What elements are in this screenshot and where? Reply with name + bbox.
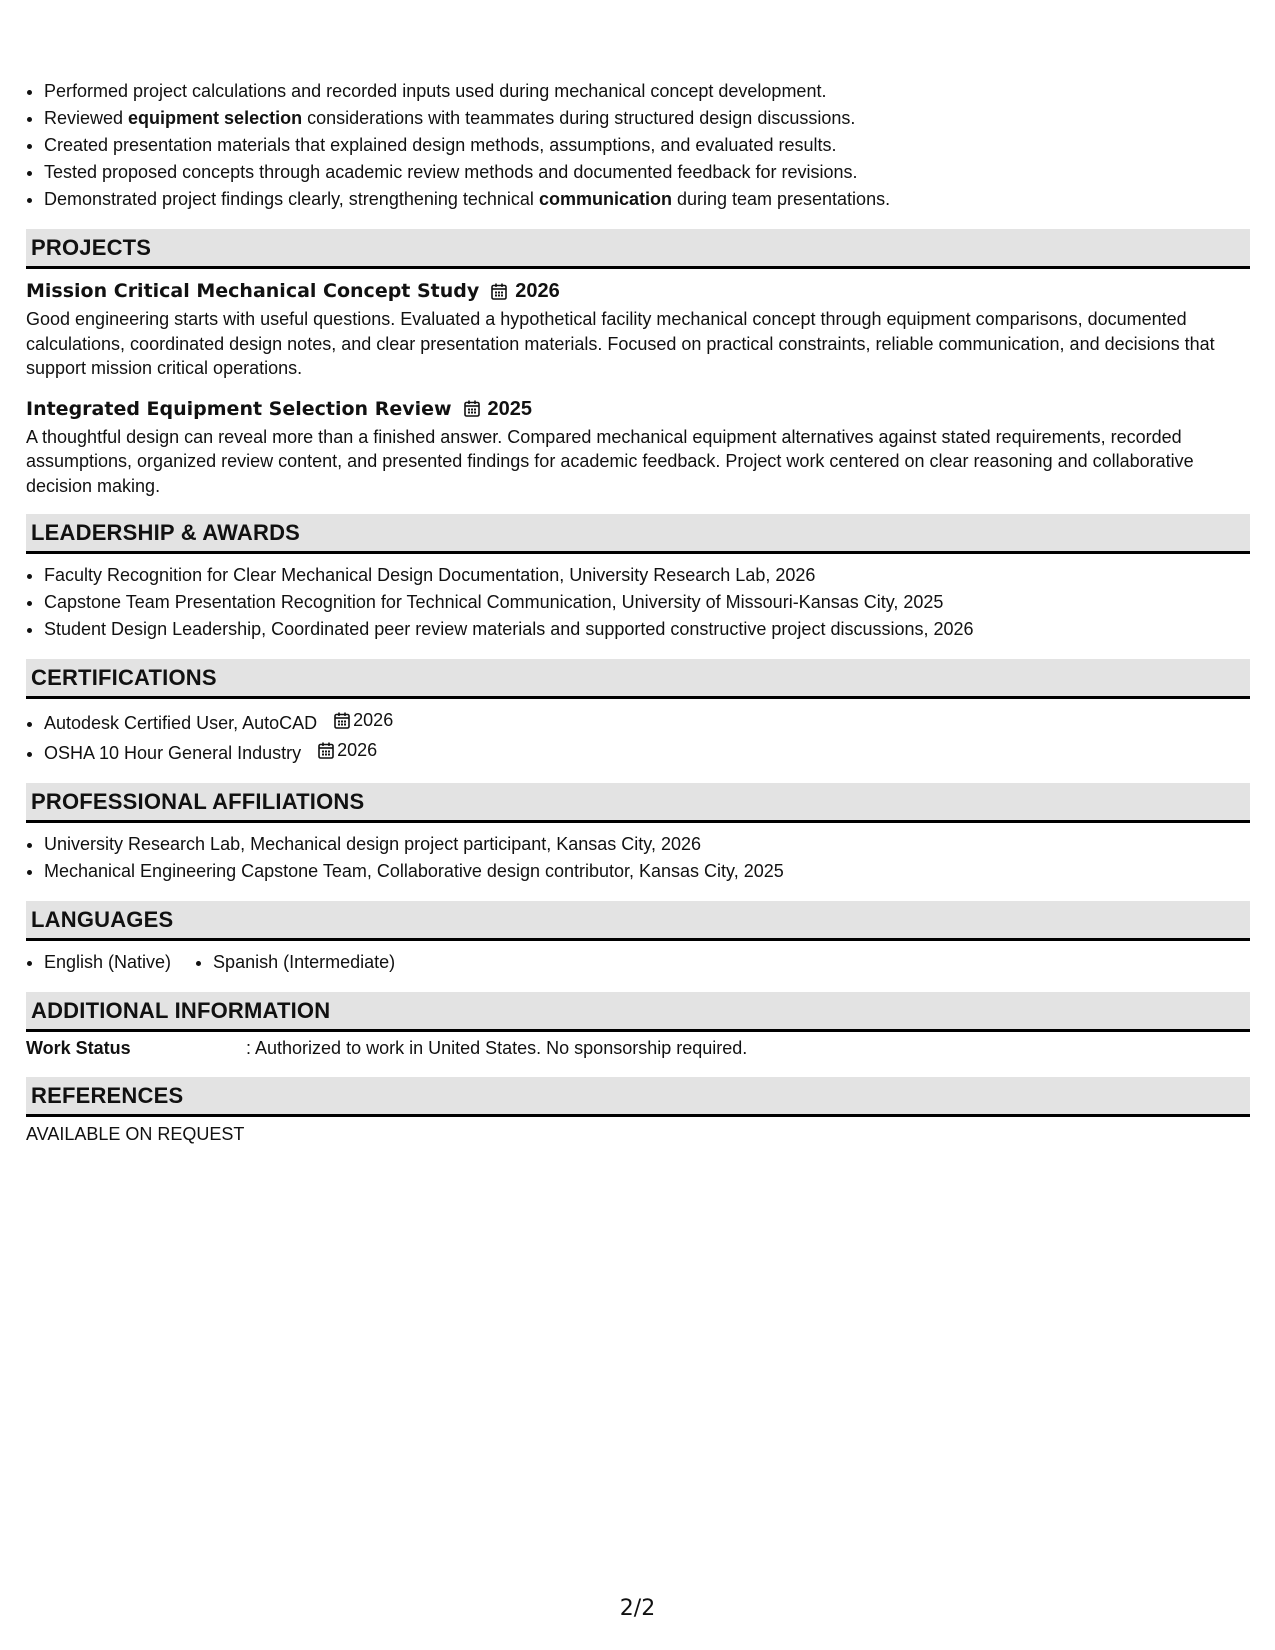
- experience-bullet: • Performed project calculations and recorded inputs used during mechanical concept development.: [44, 78, 1250, 105]
- calendar-icon: [464, 400, 480, 417]
- project-description: Good engineering starts with useful questions. Evaluated a hypothetical facility mechanical concept through equipment comparisons, documented calculations, coordinated design notes, and clear presentation materials. Focused on practical constraints, reliable communication, and decisions that support mission critical operations.: [26, 309, 1215, 378]
- list-item: • Faculty Recognition for Clear Mechanical Design Documentation, University Research Lab, 2026: [44, 562, 1250, 589]
- certification-name: Autodesk Certified User, AutoCAD: [44, 713, 318, 733]
- leadership-list: [26, 562, 1250, 643]
- project-date: [491, 277, 560, 305]
- list-item: • Student Design Leadership, Coordinated peer review materials and supported constructive project discussions, 2026: [44, 616, 1250, 643]
- list-item: • English (Native): [44, 949, 171, 976]
- section-heading: REFERENCES: [26, 1077, 1250, 1117]
- section-heading: LANGUAGES: [26, 901, 1250, 941]
- calendar-icon: [334, 712, 350, 729]
- section-heading: LEADERSHIP & AWARDS: [26, 514, 1250, 554]
- project-date-value: 2025: [487, 397, 533, 420]
- project-date-value: 2026: [515, 280, 560, 302]
- certifications-body: [26, 707, 1250, 767]
- section-heading: PROJECTS: [26, 229, 1250, 269]
- languages-list: [26, 949, 1250, 976]
- leadership-section: [26, 514, 1250, 643]
- project-title-row: [26, 277, 1250, 305]
- list-item: • Spanish (Intermediate): [213, 949, 395, 976]
- experience-bullet: • Tested proposed concepts through academic review methods and documented feedback for revisions.: [44, 159, 1250, 186]
- experience-bullet: • Reviewed equipment selection considerations with teammates during structured design discussions.: [44, 105, 1250, 132]
- certification-date: [334, 707, 393, 734]
- project-description: A thoughtful design can reveal more than a finished answer. Compared mechanical equipment alternatives against stated requirements, recorded assumptions, organized review content, and presented findings for academic feedback. Project work centered on clear reasoning and collaborative decision making.: [26, 426, 1194, 496]
- page-number: 2/2: [619, 1596, 656, 1621]
- certification-date-value: 2026: [337, 740, 378, 760]
- list-item: • University Research Lab, Mechanical design project participant, Kansas City, 2026: [44, 831, 1250, 858]
- calendar-icon: [491, 283, 507, 300]
- affiliations-section: [26, 783, 1250, 885]
- affiliations-body: [26, 831, 1250, 885]
- project-title: Mission Critical Mechanical Concept Study: [26, 280, 480, 302]
- project-title: Integrated Equipment Selection Review: [26, 397, 452, 420]
- list-item: [44, 707, 1250, 737]
- certification-date-value: 2026: [353, 710, 394, 730]
- languages-section: [26, 901, 1250, 976]
- work-status-label: Work Status: [26, 1038, 131, 1058]
- experience-bullet: • Demonstrated project findings clearly, strengthening technical communication during team presentations.: [44, 186, 1250, 213]
- list-item: • Capstone Team Presentation Recognition for Technical Communication, University of Missouri-Kansas City, 2025: [44, 589, 1250, 616]
- project-date: [464, 395, 533, 423]
- certification-name: OSHA 10 Hour General Industry: [44, 743, 302, 763]
- certifications-section: [26, 659, 1250, 767]
- project-title-row: [26, 395, 1250, 423]
- section-heading: PROFESSIONAL AFFILIATIONS: [26, 783, 1250, 823]
- projects-section: [26, 229, 1250, 498]
- experience-bullet-list: [26, 78, 1250, 213]
- leadership-body: [26, 562, 1250, 643]
- affiliations-list: [26, 831, 1250, 885]
- work-status-value: : Authorized to work in United States. No sponsorship required.: [246, 1038, 748, 1058]
- work-status-row: [26, 1035, 1250, 1061]
- languages-body: [26, 949, 1250, 976]
- certification-date: [318, 737, 377, 764]
- references-text: AVAILABLE ON REQUEST: [26, 1124, 245, 1144]
- project-item: [26, 395, 1250, 499]
- list-item: • Mechanical Engineering Capstone Team, Collaborative design contributor, Kansas City, 2025: [44, 858, 1250, 885]
- resume-content: [26, 78, 1250, 1147]
- project-item: [26, 277, 1250, 381]
- additional-info-section: [26, 992, 1250, 1061]
- references-section: [26, 1077, 1250, 1147]
- list-item: [44, 737, 1250, 767]
- experience-bullet: • Created presentation materials that explained design methods, assumptions, and evaluated results.: [44, 132, 1250, 159]
- section-heading: CERTIFICATIONS: [26, 659, 1250, 699]
- calendar-icon: [318, 742, 334, 759]
- projects-body: [26, 277, 1250, 498]
- section-heading: ADDITIONAL INFORMATION: [26, 992, 1250, 1032]
- certifications-list: [26, 707, 1250, 767]
